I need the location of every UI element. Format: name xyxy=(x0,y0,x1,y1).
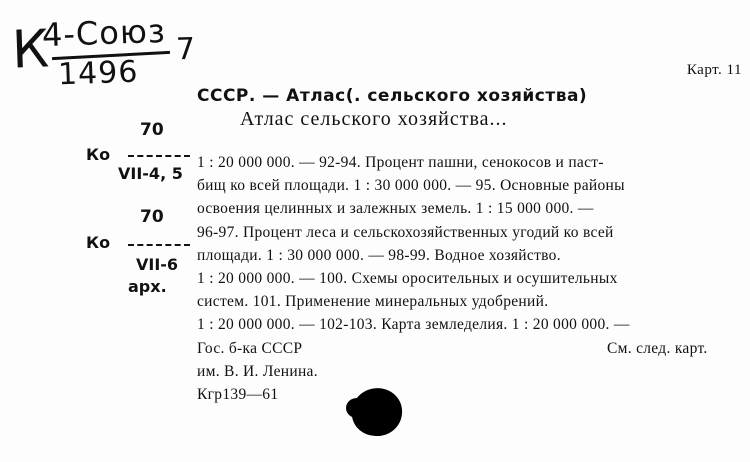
ink-blot-edge xyxy=(346,398,368,418)
body-line-7: систем. 101. Применение минеральных удобрений. xyxy=(197,293,549,310)
shelf-divider-1 xyxy=(128,155,190,157)
shelf-code-1: VII-4, 5 xyxy=(118,164,183,183)
body-line-2: бищ ко всей площади. 1 : 30 000 000. — 95. Основные районы xyxy=(197,177,625,194)
handwritten-seven: 7 xyxy=(175,31,196,68)
body-line-1: 1 : 20 000 000. — 92-94. Процент пашни, сенокосов и паст- xyxy=(197,154,604,171)
body-line-8: 1 : 20 000 000. — 102-103. Карта земледелия. 1 : 20 000 000. — xyxy=(197,316,630,333)
body-line-6: 1 : 20 000 000. — 100. Схемы оросительных и осушительных xyxy=(197,270,618,287)
card-subtitle: Атлас сельского хозяйства... xyxy=(240,108,508,130)
card-heading: СССР. — Атлас(. сельского хозяйства) xyxy=(197,86,588,106)
card-reference: Кгр139—61 xyxy=(197,386,279,403)
handwritten-bottom: 1496 xyxy=(57,54,139,93)
library-name: им. В. И. Ленина. xyxy=(197,363,318,380)
body-line-3: освоения целинных и залежных земель. 1 : 15 000 000. — xyxy=(197,200,594,217)
shelf-ko-2: Ко xyxy=(86,233,111,252)
see-next-card: См. след. карт. xyxy=(607,340,708,357)
body-line-5: площади. 1 : 30 000 000. — 98-99. Водное хозяйство. xyxy=(197,247,561,264)
handwritten-k: К xyxy=(10,19,50,81)
shelf-divider-2 xyxy=(128,244,190,246)
shelf-number-1: 70 xyxy=(140,120,164,140)
shelf-arch: арх. xyxy=(128,277,167,296)
body-line-4: 96-97. Процент леса и сельскохозяйственных угодий ко всей xyxy=(197,224,614,241)
shelf-ko-1: Ко xyxy=(86,145,111,164)
shelf-code-2: VII-6 xyxy=(136,255,179,274)
library-line: Гос. б-ка СССР xyxy=(197,340,303,357)
shelf-number-2: 70 xyxy=(140,207,164,227)
handwritten-top: 4-Союз xyxy=(41,11,167,55)
card-number: Карт. 11 xyxy=(686,62,742,78)
